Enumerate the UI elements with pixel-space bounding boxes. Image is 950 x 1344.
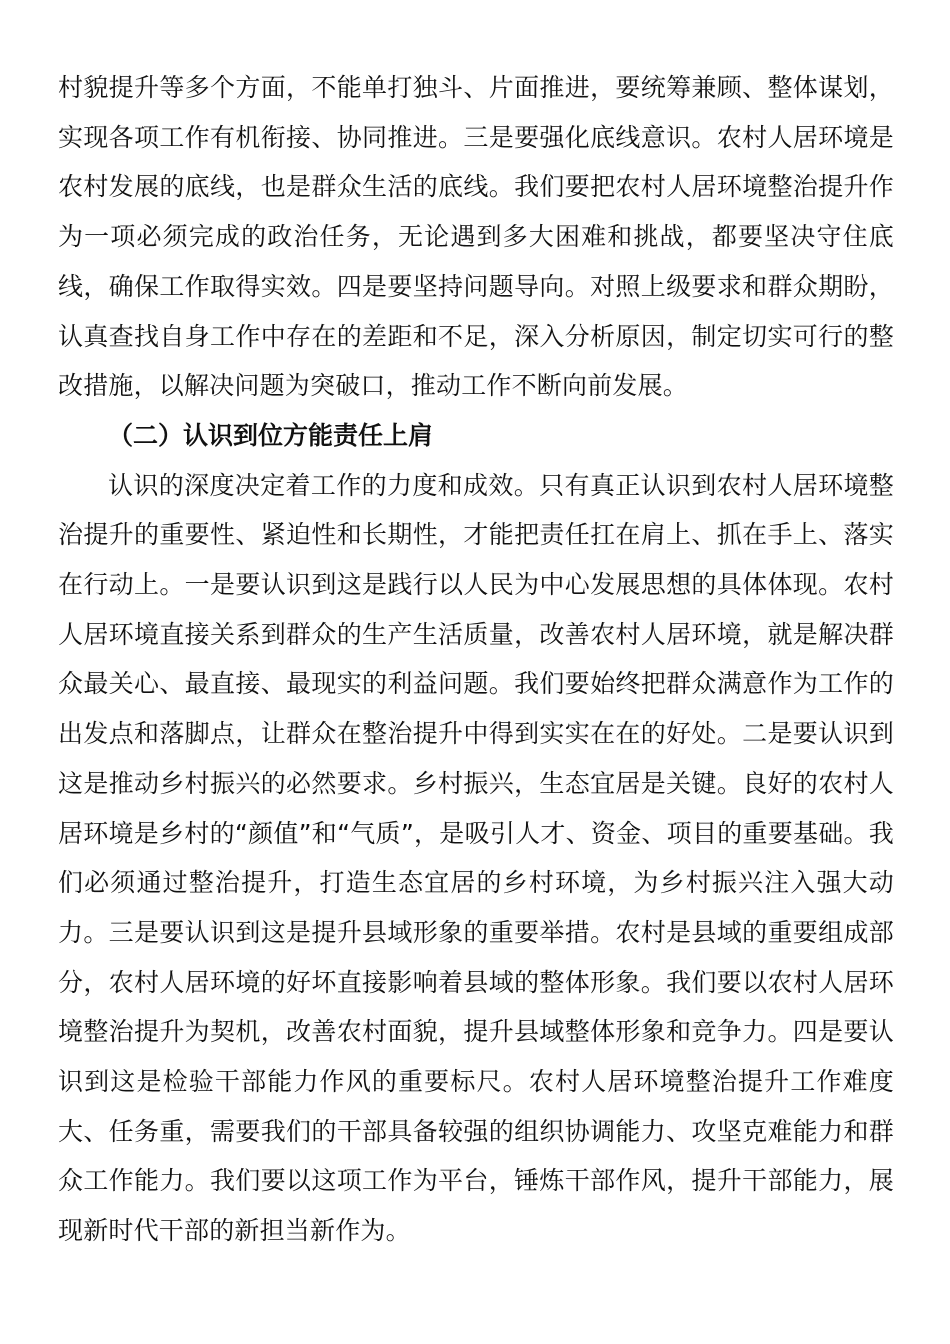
- paragraph-continued: 村貌提升等多个方面，不能单打独斗、片面推进，要统筹兼顾、整体谋划，实现各项工作有机衔接、协同推进。三是要强化底线意识。农村人居环境是农村发展的底线，也是群众生活的底线。我们要把农村人居环境整治提升作为一项必须完成的政治任务，无论遇到多大困难和挑战，都要坚决守住底线，确保工作取得实效。四是要坚持问题导向。对照上级要求和群众期盼，认真查找自身工作中存在的差距和不足，深入分析原因，制定切实可行的整改措施，以解决问题为突破口，推动工作不断向前发展。: [58, 73, 894, 401]
- section-heading: （二）认识到位方能责任上肩: [108, 420, 434, 450]
- document-page: [58, 63, 894, 1256]
- paragraph-main: 认识的深度决定着工作的力度和成效。只有真正认识到农村人居环境整治提升的重要性、紧迫性和长期性，才能把责任扛在肩上、抓在手上、落实在行动上。一是要认识到这是践行以人民为中心发展思想的具体体现。农村人居环境直接关系到群众的生产生活质量，改善农村人居环境，就是解决群众最关心、最直接、最现实的利益问题。我们要始终把群众满意作为工作的出发点和落脚点，让群众在整治提升中得到实实在在的好处。二是要认识到这是推动乡村振兴的必然要求。乡村振兴，生态宜居是关键。良好的农村人居环境是乡村的“颜值”和“气质”，是吸引人才、资金、项目的重要基础。我们必须通过整治提升，打造生态宜居的乡村环境，为乡村振兴注入强大动力。三是要认识到这是提升县域形象的重要举措。农村是县域的重要组成部分，农村人居环境的好坏直接影响着县域的整体形象。我们要以农村人居环境整治提升为契机，改善农村面貌，提升县域整体形象和竞争力。四是要认识到这是检验干部能力作风的重要标尺。农村人居环境整治提升工作难度大、任务重，需要我们的干部具备较强的组织协调能力、攻坚克难能力和群众工作能力。我们要以这项工作为平台，锤炼干部作风，提升干部能力，展现新时代干部的新担当新作为。: [58, 470, 894, 1246]
